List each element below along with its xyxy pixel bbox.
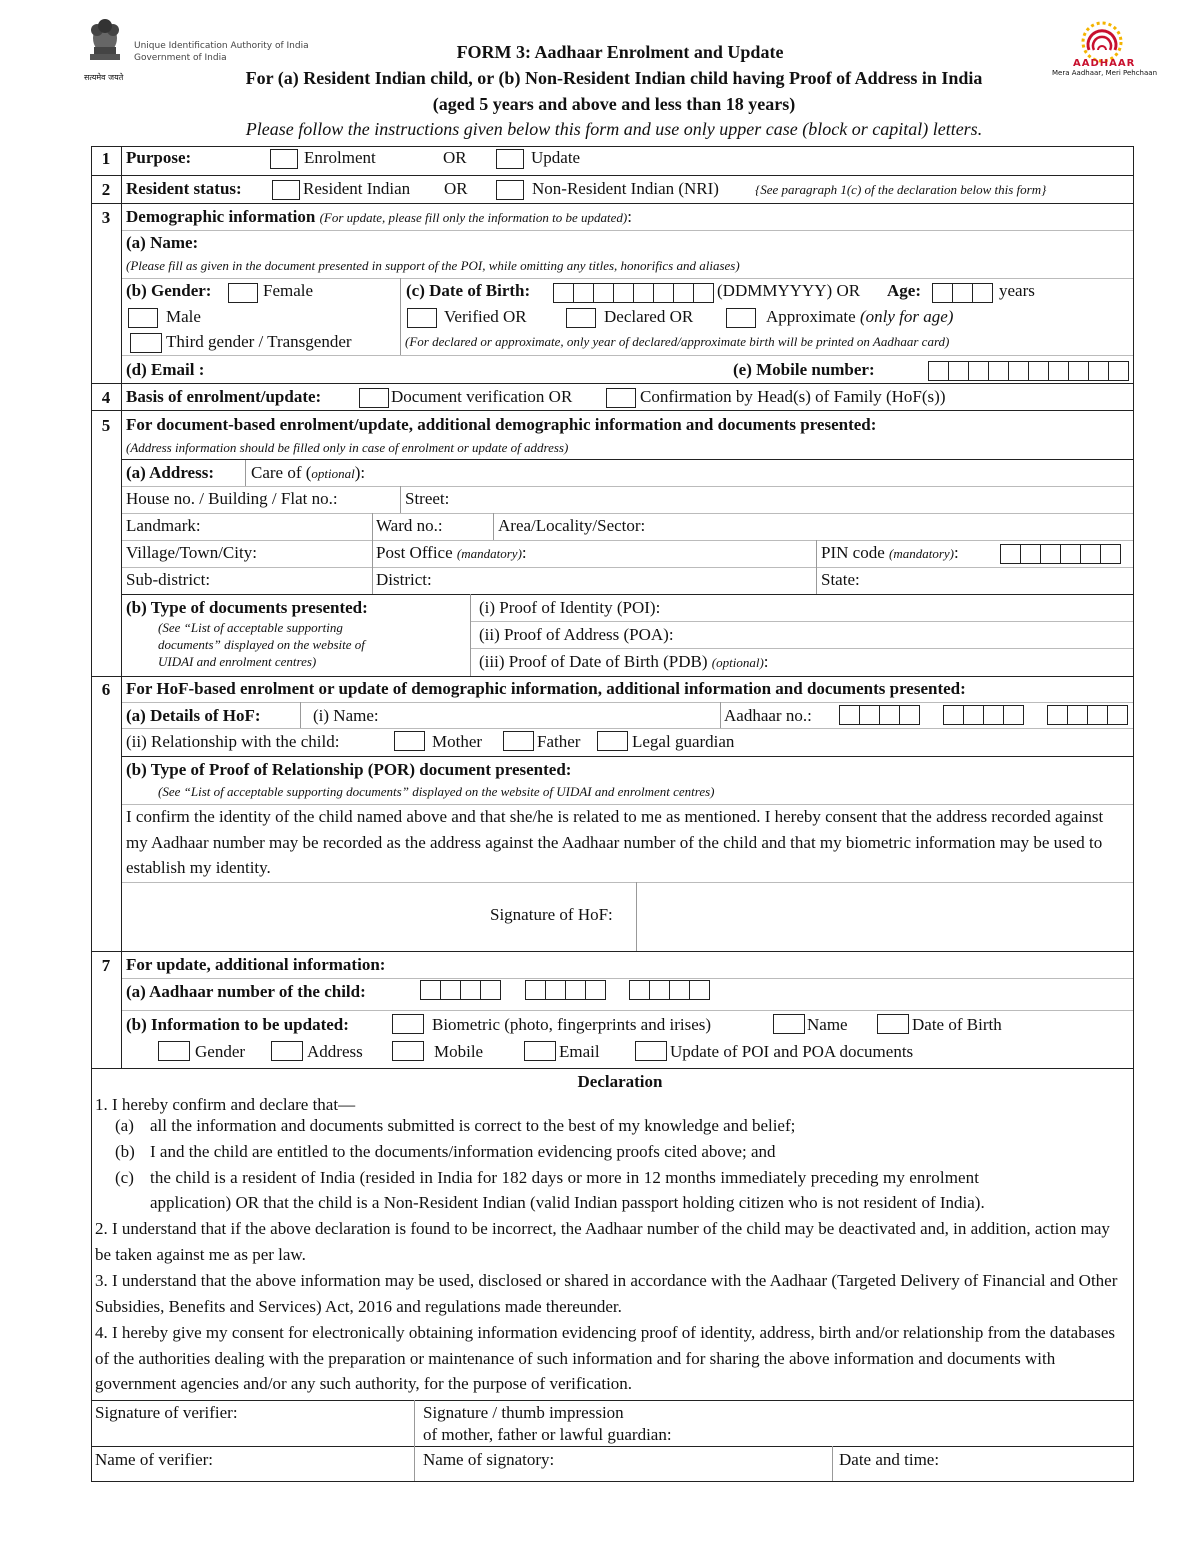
area-label: Area/Locality/Sector: [498,516,646,535]
dob-format: (DDMMYYYY) OR [717,281,861,300]
verified-label: Verified OR [444,307,527,326]
nri-checkbox[interactable] [496,180,524,200]
hof-section-label: For HoF-based enrolment or update of demographic information, additional information and documents presented: [126,679,966,698]
declaration-c-mark: (c) [115,1168,134,1187]
mobile-cell[interactable] [928,361,949,381]
document-verification-checkbox[interactable] [359,388,389,408]
village-label: Village/Town/City: [126,543,257,562]
demographic-note: (For update, please fill only the information to be updated) [319,210,628,225]
pin-cell[interactable] [1080,544,1101,564]
age-cell[interactable] [952,283,973,303]
hof-signature-field[interactable] [637,883,1132,950]
aadhaar-cell[interactable] [879,705,900,725]
dob-cell[interactable] [693,283,714,303]
care-of-end: ): [354,463,366,482]
hof-consent-text: I confirm the identity of the child named above and that she/he is related to me as mentioned. I hereby consent that the address recorded against my Aadhaar number may be recorded as the address against the Aadhaar number of the child and that my biometric information may be used to establish my identity. [126,807,1104,877]
biometric-checkbox[interactable] [392,1014,424,1034]
hof-confirmation-label: Confirmation by Head(s) of Family (HoF(s)) [640,387,946,406]
landmark-label: Landmark: [126,516,201,535]
aadhaar-cell[interactable] [963,705,984,725]
aadhaar-cell[interactable] [943,705,964,725]
street-label: Street: [405,489,450,508]
or-text: OR [444,179,468,198]
aadhaar-cell[interactable] [669,980,690,1000]
state-label: State: [821,570,860,589]
demographic-label: Demographic information [126,207,316,226]
declaration-c-line2: application) OR that the child is a Non-Resident Indian (valid Indian passport holding citizen who is not resident of India). [150,1193,985,1212]
basis-label: Basis of enrolment/update: [126,387,322,406]
signatory-name-label: Name of signatory: [423,1450,555,1469]
guardian-signature-label-1: Signature / thumb impression [423,1403,624,1422]
third-gender-label: Third gender / Transgender [166,332,352,351]
update-checkbox[interactable] [496,149,524,169]
male-label: Male [166,307,201,326]
pin-cell[interactable] [1100,544,1121,564]
documents-note-2: documents” displayed on the website of [158,637,365,652]
mobile-cell[interactable] [1048,361,1069,381]
age-label: Age: [887,281,921,300]
verified-checkbox[interactable] [407,308,437,328]
declaration-p4: 4. I hereby give my consent for electronically obtaining information evidencing proof of identity, address, birth and/or relationship from the databases of the authorities dealing with the preparation or maintenance of such information and for sharing the above information and documents with government agencies and/or any such authority, for the purpose of verification. [95,1323,1116,1393]
pin-label: PIN code [821,543,885,562]
nri-note: {See paragraph 1(c) of the declaration below this form} [755,182,1047,197]
info-update-label: (b) Information to be updated: [126,1015,349,1034]
post-office-label: Post Office [376,543,453,562]
authority-line2: Government of India [134,53,227,63]
verifier-signature-label: Signature of verifier: [95,1403,238,1422]
years-label: years [999,281,1035,300]
section-number: 6 [101,680,111,699]
name-note: (Please fill as given in the document presented in support of the POI, while omitting any titles, honorifics and aliases) [126,258,740,273]
enrolment-label: Enrolment [304,148,376,167]
hof-aadhaar-label: Aadhaar no.: [724,706,812,725]
gender-update-label: Gender [195,1042,246,1061]
father-checkbox[interactable] [503,731,534,751]
aadhaar-cell[interactable] [859,705,880,725]
authority-line1: Unique Identification Authority of India [134,41,309,51]
approximate-note: (only for age) [859,307,954,326]
dob-cell[interactable] [573,283,594,303]
declaration-a-mark: (a) [115,1116,134,1135]
mobile-label: (e) Mobile number: [733,360,875,379]
document-verification-label: Document verification OR [391,387,573,406]
form-subtitle-2: (aged 5 years and above and less than 18 years) [432,94,796,114]
aadhaar-cell[interactable] [480,980,501,1000]
aadhaar-cell[interactable] [1047,705,1068,725]
aadhaar-cell[interactable] [839,705,860,725]
declaration-p2: 2. I understand that if the above declaration is found to be incorrect, the Aadhaar number of the child may be deactivated and, in addition, action may be taken against me as per law. [95,1219,1110,1264]
dob-update-checkbox[interactable] [877,1014,909,1034]
section-number: 1 [101,149,111,168]
form-subtitle-1: For (a) Resident Indian child, or (b) Non-Resident Indian child having Proof of Address in India [245,68,983,88]
date-time-label: Date and time: [839,1450,940,1469]
aadhaar-cell[interactable] [689,980,710,1000]
mobile-cell[interactable] [948,361,969,381]
gender-label: (b) Gender: [126,281,212,300]
aadhaar-cell[interactable] [1087,705,1108,725]
aadhaar-cell[interactable] [1107,705,1128,725]
female-label: Female [263,281,314,300]
aadhaar-cell[interactable] [440,980,461,1000]
declaration-title: Declaration [577,1072,663,1091]
update-section-label: For update, additional information: [126,955,386,974]
declared-checkbox[interactable] [566,308,596,328]
house-label: House no. / Building / Flat no.: [126,489,338,508]
dob-note: (For declared or approximate, only year of declared/approximate birth will be printed on Aadhaar card) [405,334,950,349]
ward-label: Ward no.: [376,516,443,535]
third-gender-checkbox[interactable] [130,333,162,353]
mobile-cell[interactable] [1108,361,1129,381]
dob-cell[interactable] [653,283,674,303]
colon: : [627,207,632,226]
aadhaar-cell[interactable] [565,980,586,1000]
post-office-mandatory: (mandatory) [456,546,522,561]
aadhaar-logo-tagline: Mera Aadhaar, Meri Pehchaan [1052,69,1158,77]
declaration-a: all the information and documents submitted is correct to the best of my knowledge and belief; [150,1116,796,1135]
dob-cell[interactable] [633,283,654,303]
subdistrict-label: Sub-district: [126,570,211,589]
section-number: 5 [101,416,111,435]
dob-cell[interactable] [613,283,634,303]
pin-cell[interactable] [1020,544,1041,564]
legal-guardian-label: Legal guardian [632,732,735,751]
email-update-label: Email [559,1042,600,1061]
aadhaar-cell[interactable] [899,705,920,725]
poa-label: (ii) Proof of Address (POA): [479,625,674,644]
pdb-optional: (optional) [711,655,764,670]
mobile-cell[interactable] [1088,361,1109,381]
section-number: 2 [101,180,111,199]
poi-label: (i) Proof of Identity (POI): [479,598,661,617]
emblem-caption: सत्यमेव जयते [84,73,124,82]
documents-note-3: UIDAI and enrolment centres) [158,654,317,669]
email-update-checkbox[interactable] [524,1041,556,1061]
age-cell[interactable] [972,283,993,303]
female-checkbox[interactable] [228,283,258,303]
pin-mandatory: (mandatory) [888,546,954,561]
update-label: Update [531,148,581,167]
pdb-label: (iii) Proof of Date of Birth (PDB) [479,652,708,671]
dob-label: (c) Date of Birth: [406,281,531,300]
resident-indian-label: Resident Indian [303,179,411,198]
aadhaar-cell[interactable] [629,980,650,1000]
gender-update-checkbox[interactable] [158,1041,190,1061]
age-cell[interactable] [932,283,953,303]
approximate-checkbox[interactable] [726,308,756,328]
mother-label: Mother [432,732,483,751]
mobile-update-checkbox[interactable] [392,1041,424,1061]
documents-type-label: (b) Type of documents presented: [126,598,368,617]
pin-cell[interactable] [1060,544,1081,564]
legal-guardian-checkbox[interactable] [597,731,628,751]
dob-cell[interactable] [673,283,694,303]
care-of-label: Care of ( [251,463,312,482]
hof-signature-label: Signature of HoF: [490,905,613,924]
aadhaar-cell[interactable] [1067,705,1088,725]
declaration-p3: 3. I understand that the above information may be used, disclosed or shared in accordance with the Aadhaar (Targeted Delivery of Financial and Other Subsidies, Benefits and Services) Act, 2016 and regulations made thereunder. [95,1271,1118,1316]
aadhaar-cell[interactable] [525,980,546,1000]
resident-status-label: Resident status: [126,179,242,198]
aadhaar-cell[interactable] [1003,705,1024,725]
declaration-p1: 1. I hereby confirm and declare that— [95,1095,356,1114]
aadhaar-logo-text: AADHAAR [1073,58,1136,69]
mobile-cell[interactable] [1008,361,1029,381]
approximate-label: Approximate [766,307,856,326]
mobile-cell[interactable] [1068,361,1089,381]
poi-poa-update-checkbox[interactable] [635,1041,667,1061]
address-label: (a) Address: [126,463,214,482]
mobile-cell[interactable] [1028,361,1049,381]
address-update-checkbox[interactable] [271,1041,303,1061]
verifier-name-label: Name of verifier: [95,1450,213,1469]
aadhaar-cell[interactable] [983,705,1004,725]
dob-cell[interactable] [593,283,614,303]
name-update-checkbox[interactable] [773,1014,805,1034]
district-label: District: [376,570,432,589]
por-label: (b) Type of Proof of Relationship (POR) document presented: [126,760,572,779]
aadhaar-cell[interactable] [649,980,670,1000]
hof-confirmation-checkbox[interactable] [606,388,636,408]
dob-cell[interactable] [553,283,574,303]
mobile-cell[interactable] [988,361,1009,381]
relationship-label: (ii) Relationship with the child: [126,732,340,751]
document-based-label: For document-based enrolment/update, additional demographic information and documents presented: [126,415,877,434]
form-instruction: Please follow the instructions given below this form and use only upper case (block or capital) letters. [245,119,983,139]
or-text: OR [443,148,467,167]
address-note: (Address information should be filled only in case of enrolment or update of address) [126,440,569,455]
mother-checkbox[interactable] [394,731,425,751]
name-label: (a) Name: [126,233,199,252]
father-label: Father [537,732,581,751]
dob-update-label: Date of Birth [912,1015,1002,1034]
section-number: 3 [101,208,111,227]
enrolment-checkbox[interactable] [270,149,298,169]
declaration-b-mark: (b) [115,1142,135,1161]
pin-cell[interactable] [1040,544,1061,564]
aadhaar-cell[interactable] [460,980,481,1000]
declaration-c-line1: the child is a resident of India (resided in India for 182 days or more in 12 months immediately preceding my enrolment [150,1168,980,1187]
hof-name-label: (i) Name: [313,706,379,725]
aadhaar-cell[interactable] [545,980,566,1000]
poi-poa-update-label: Update of POI and POA documents [670,1042,914,1061]
section-number: 7 [101,956,111,975]
aadhaar-cell[interactable] [420,980,441,1000]
pin-cell[interactable] [1000,544,1021,564]
male-checkbox[interactable] [128,308,158,328]
mobile-update-label: Mobile [434,1042,484,1061]
child-aadhaar-label: (a) Aadhaar number of the child: [126,982,366,1001]
por-note: (See “List of acceptable supporting documents” displayed on the website of UIDAI and enrolment centres) [158,784,715,799]
nri-label: Non-Resident Indian (NRI) [532,179,719,198]
hof-details-label: (a) Details of HoF: [126,706,261,725]
aadhaar-logo-icon [1062,16,1142,64]
care-of-optional: optional [311,466,355,481]
guardian-signature-label-2: of mother, father or lawful guardian: [423,1425,672,1444]
declaration-b: I and the child are entitled to the documents/information evidencing proofs cited above; and [150,1142,776,1161]
address-update-label: Address [307,1042,363,1061]
name-update-label: Name [807,1015,848,1034]
resident-indian-checkbox[interactable] [272,180,300,200]
section-number: 4 [101,388,111,407]
aadhaar-cell[interactable] [585,980,606,1000]
form-title: FORM 3: Aadhaar Enrolment and Update [456,42,784,62]
mobile-cell[interactable] [968,361,989,381]
purpose-label: Purpose: [126,148,192,167]
documents-note-1: (See “List of acceptable supporting [158,620,343,635]
declared-label: Declared OR [604,307,694,326]
biometric-label: Biometric (photo, fingerprints and irises) [432,1015,712,1034]
email-label: (d) Email : [126,360,205,379]
